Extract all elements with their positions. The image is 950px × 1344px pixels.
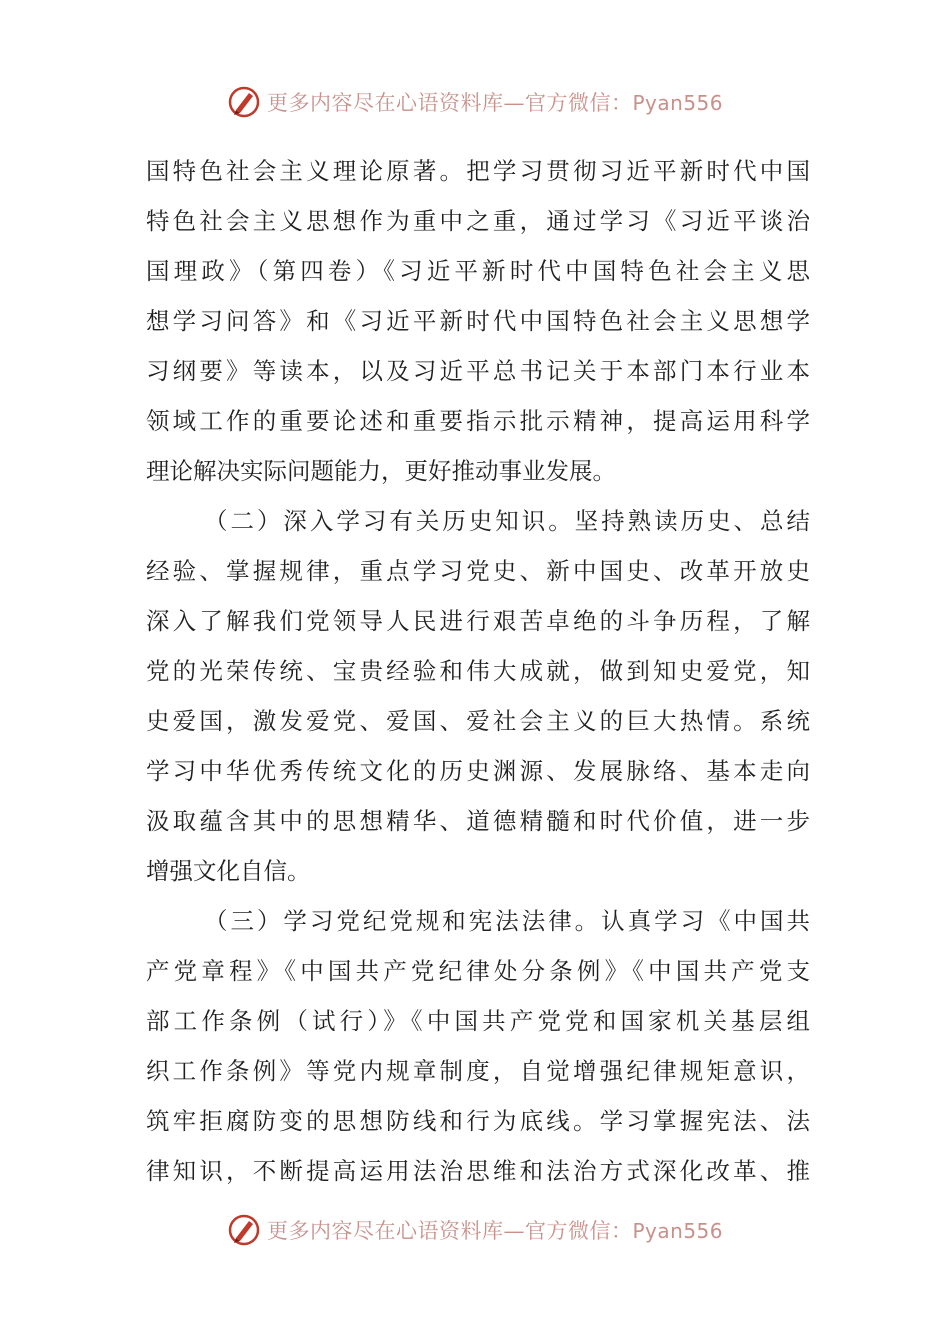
text-line: 党的光荣传统、宝贵经验和伟大成就，做到知史爱党，知 bbox=[146, 657, 810, 685]
document-body bbox=[146, 146, 810, 1196]
footer-watermark-banner bbox=[0, 1210, 950, 1250]
text-line: 国特色社会主义理论原著。把学习贯彻习近平新时代中国 bbox=[146, 157, 810, 185]
text-line: 律知识，不断提高运用法治思维和法治方式深化改革、推 bbox=[146, 1157, 810, 1185]
header-watermark-banner bbox=[0, 82, 950, 122]
pen-logo-icon bbox=[227, 1213, 261, 1247]
text-line: （二）深入学习有关历史知识。坚持熟读历史、总结 bbox=[204, 507, 810, 535]
footer-watermark-text: 更多内容尽在心语资料库—官方微信：Pyan556 bbox=[266, 1219, 723, 1243]
text-line: 部工作条例（试行）》《中国共产党党和国家机关基层组 bbox=[146, 1007, 810, 1035]
text-line: 想学习问答》和《习近平新时代中国特色社会主义思想学 bbox=[146, 307, 810, 335]
text-line: 理论解决实际问题能力，更好推动事业发展。 bbox=[146, 457, 616, 485]
text-line: 经验、掌握规律，重点学习党史、新中国史、改革开放史 bbox=[146, 557, 810, 585]
text-line: 国理政》（第四卷）《习近平新时代中国特色社会主义思 bbox=[146, 257, 810, 285]
pen-logo-icon bbox=[227, 85, 261, 119]
text-line: 筑牢拒腐防变的思想防线和行为底线。学习掌握宪法、法 bbox=[146, 1107, 810, 1135]
text-line: 特色社会主义思想作为重中之重，通过学习《习近平谈治 bbox=[146, 207, 810, 235]
text-line: 领域工作的重要论述和重要指示批示精神，提高运用科学 bbox=[146, 407, 810, 435]
text-line: 汲取蕴含其中的思想精华、道德精髓和时代价值，进一步 bbox=[146, 807, 810, 835]
text-line: 学习中华优秀传统文化的历史渊源、发展脉络、基本走向 bbox=[146, 757, 810, 785]
text-line: 织工作条例》等党内规章制度，自觉增强纪律规矩意识， bbox=[146, 1057, 810, 1085]
text-line: （三）学习党纪党规和宪法法律。认真学习《中国共 bbox=[204, 907, 810, 935]
text-line: 深入了解我们党领导人民进行艰苦卓绝的斗争历程，了解 bbox=[146, 607, 810, 635]
header-watermark-text: 更多内容尽在心语资料库—官方微信：Pyan556 bbox=[266, 91, 723, 115]
text-line: 增强文化自信。 bbox=[146, 857, 311, 885]
text-line: 习纲要》等读本，以及习近平总书记关于本部门本行业本 bbox=[146, 357, 810, 385]
text-line: 产党章程》《中国共产党纪律处分条例》《中国共产党支 bbox=[146, 957, 810, 985]
text-line: 史爱国，激发爱党、爱国、爱社会主义的巨大热情。系统 bbox=[146, 707, 810, 735]
